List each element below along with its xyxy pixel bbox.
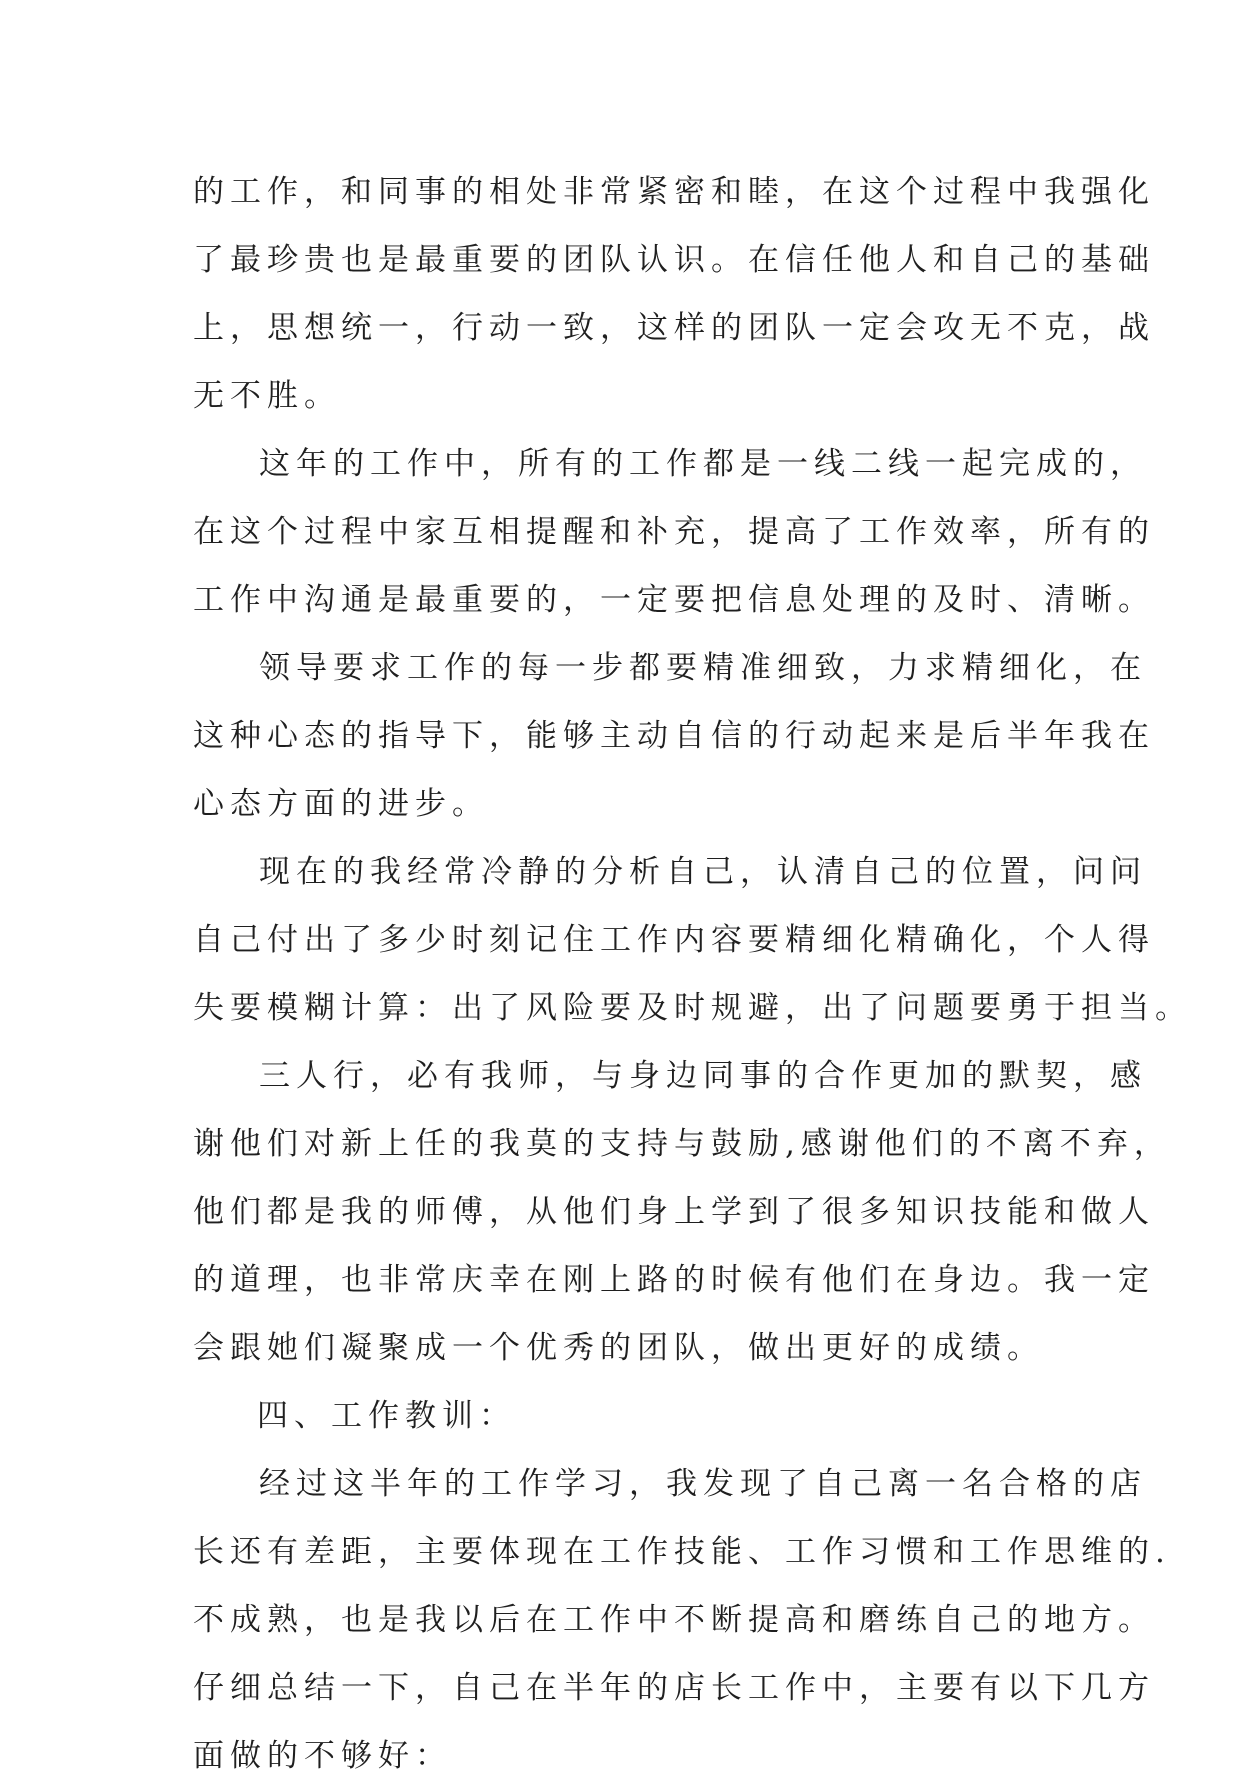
text-line: 会跟她们凝聚成一个优秀的团队，做出更好的成绩。 bbox=[193, 1330, 1044, 1366]
text-line: 了最珍贵也是最重要的团队认识。在信任他人和自己的基础 bbox=[193, 242, 1155, 278]
section-heading: 四、工作教训： bbox=[257, 1398, 516, 1434]
paragraph-first-line: 这年的工作中，所有的工作都是一线二线一起完成的， bbox=[259, 446, 1147, 482]
text-line: 面做的不够好： bbox=[193, 1738, 452, 1774]
paragraph-first-line: 三人行，必有我师，与身边同事的合作更加的默契，感 bbox=[259, 1058, 1147, 1094]
text-line: 自己付出了多少时刻记住工作内容要精细化精确化，个人得 bbox=[193, 922, 1155, 958]
text-line: 失要模糊计算：出了风险要及时规避，出了问题要勇于担当。 bbox=[193, 990, 1192, 1026]
text-line: 工作中沟通是最重要的，一定要把信息处理的及时、清晰。 bbox=[193, 582, 1155, 618]
text-line: 的工作，和同事的相处非常紧密和睦，在这个过程中我强化 bbox=[193, 174, 1155, 210]
text-line: 在这个过程中家互相提醒和补充，提高了工作效率，所有的 bbox=[193, 514, 1155, 550]
paragraph-first-line: 现在的我经常冷静的分析自己，认清自己的位置，问问 bbox=[259, 854, 1147, 890]
text-line: 上，思想统一，行动一致，这样的团队一定会攻无不克，战 bbox=[193, 310, 1155, 346]
text-line: 他们都是我的师傅，从他们身上学到了很多知识技能和做人 bbox=[193, 1194, 1155, 1230]
text-line: 仔细总结一下，自己在半年的店长工作中，主要有以下几方 bbox=[193, 1670, 1155, 1706]
text-line: 谢他们对新上任的我莫的支持与鼓励,感谢他们的不离不弃， bbox=[193, 1126, 1171, 1162]
text-line: 不成熟，也是我以后在工作中不断提高和磨练自己的地方。 bbox=[193, 1602, 1155, 1638]
text-line: 的道理，也非常庆幸在刚上路的时候有他们在身边。我一定 bbox=[193, 1262, 1155, 1298]
text-line: 无不胜。 bbox=[193, 378, 341, 414]
text-line: 长还有差距，主要体现在工作技能、工作习惯和工作思维的. bbox=[193, 1534, 1171, 1570]
document-body bbox=[193, 158, 1192, 1790]
text-line: 这种心态的指导下，能够主动自信的行动起来是后半年我在 bbox=[193, 718, 1155, 754]
text-line: 心态方面的进步。 bbox=[193, 786, 489, 822]
paragraph-first-line: 领导要求工作的每一步都要精准细致，力求精细化，在 bbox=[259, 650, 1147, 686]
paragraph-first-line: 经过这半年的工作学习，我发现了自己离一名合格的店 bbox=[259, 1466, 1147, 1502]
